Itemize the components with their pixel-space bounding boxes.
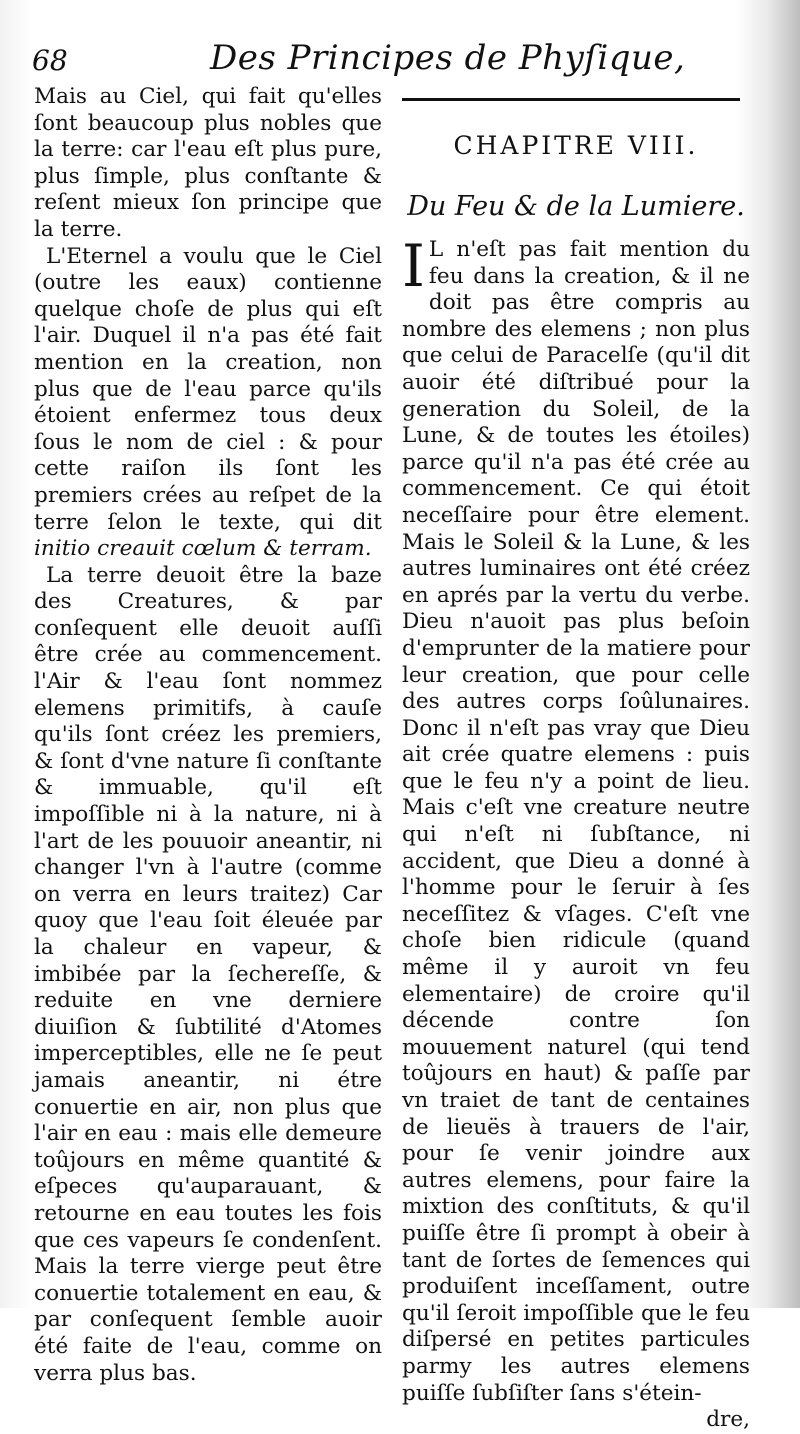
running-title: Des Principes de Phyſique, xyxy=(210,38,686,78)
page-number: 68 xyxy=(32,44,68,77)
left-column xyxy=(34,84,382,1387)
running-head xyxy=(32,36,686,86)
chapter-body xyxy=(402,232,750,1407)
chapter-title: CHAPITRE VIII. xyxy=(453,131,699,160)
paragraph-3: La terre deuoit être la baze des Creatures, & par conſequent elle deuoit auſſi être crée au commencement. l'Air & l'eau ſont nommez elemens primitifs, à cauſe qu'ils ſont créez les premiers, & ſont d'vne nature ſi conſtante & immuable, qu'il eſt impoſſible ni à la nature, ni à l'art de les pouuoir aneantir, ni changer l'vn à l'autre (comme on verra en leurs traitez) Car quoy que l'eau ſoit éleuée par la chaleur en vapeur, & imbibée par la ſechereſſe, & reduite en vne derniere diuiſion & ſubtilité d'Atomes imperceptibles, elle ne ſe peut jamais aneantir, ni étre conuertie en air, non plus que l'air en eau : mais elle demeure toûjours en même quantité & eſpeces qu'auparauant, & retourne en eau toutes les fois que ces vapeurs ſe condenſent. Mais la terre vierge peut être conuertie totalement en eau, & par conſequent ſemble auoir été faite de l'eau, comme on verra plus bas. xyxy=(34,562,382,1386)
paragraph-2-text: L'Eternel a voulu que le Ciel (outre les eaux) contienne quelque choſe de plus qui eſt l'air. Duquel il n'a pas été fait mention en la creation, non plus que de l'eau parce qu'ils étoient enfermez tous deux ſous le nom de ciel : & pour cette raiſon ils ſont les premiers crées au reſpet de la terre ſelon le texte, qui dit xyxy=(34,243,382,535)
chapter-subtitle: Du Feu & de la Lumiere. xyxy=(407,191,745,222)
paragraph-2 xyxy=(34,244,382,563)
chapter-body-text: L n'eſt pas fait mention du feu dans la creation, & il ne doit pas être compris au nombre des elemens ; non plus que celui de Paracelſe (qu'il dit auoir été diſtribué pour la generation du Soleil, de la Lune, & de toutes les étoiles) parce qu'il n'a pas été crée au commencement. Ce qui étoit neceſſaire pour être element. Mais le Soleil & la Lune, & les autres luminaires ont été créez en aprés par la vertu du verbe. Dieu n'auoit pas plus beſoin d'emprunter de la matiere pour leur creation, que pour celle des autres corps ſoûlunaires. Donc il n'eſt pas vray que Dieu ait crée quatre elemens : puis que le feu n'y a point de lieu. Mais c'eſt vne creature neutre qui n'eſt ni ſubſtance, ni accident, que Dieu a donné à l'homme pour le ſeruir à ſes neceſſitez & vſages. C'eſt vne choſe bien ridicule (quand même il y auroit vn feu elementaire) de croire qu'il décende contre ſon mouuement naturel (qui tend toûjours en haut) & paſſe par vn traiet de tant de centaines de lieuës à trauers de l'air, pour ſe venir joindre aux autres elemens, pour faire la mixtion des conſtituts, & qu'il puiſſe être ſi prompt à obeir à tant de ſortes de ſemences qui produiſent inceſſament, outre qu'il ſeroit impoſſible que le feu diſpersé en petites particules parmy les autres elemens puiſſe ſubſiſter ſans s'étein- xyxy=(402,237,750,1406)
catchword: dre, xyxy=(706,1407,750,1433)
drop-cap: I xyxy=(402,232,425,300)
right-column xyxy=(402,84,750,1434)
latin-quote: initio creauit cœlum & terram. xyxy=(34,536,372,562)
paragraph-1: Mais au Ciel, qui fait qu'elles ſont beaucoup plus nobles que la terre: car l'eau eſt plus pure, plus ſimple, plus conſtante & reſent mieux ſon principe que la terre. xyxy=(34,84,382,242)
chapter-rule xyxy=(402,98,740,101)
